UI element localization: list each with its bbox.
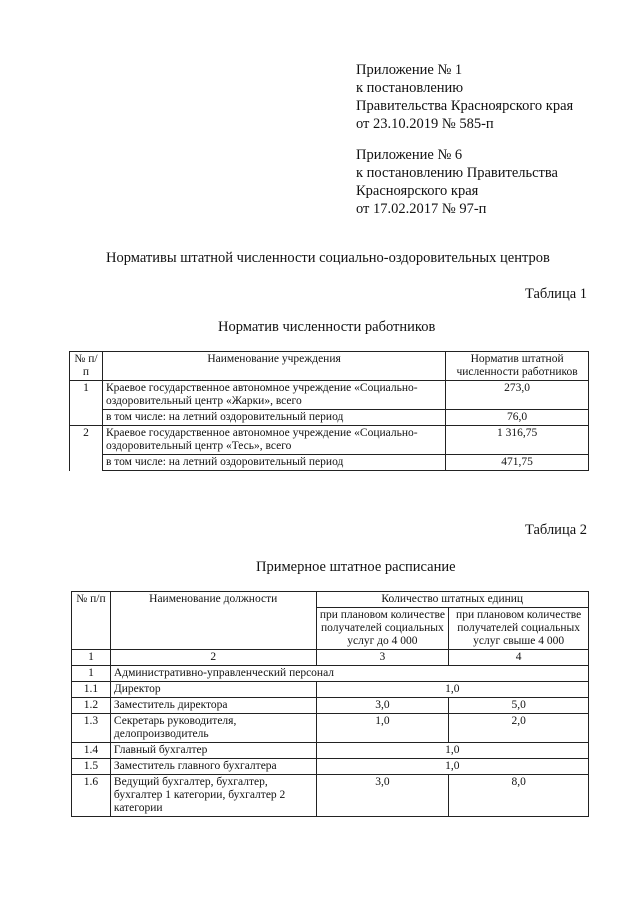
appendix-block-1 [356,61,573,133]
row-number: 1.5 [72,759,111,775]
section-name: Административно-управленческий персонал [110,666,588,682]
staff-units-over-4000: 8,0 [449,775,589,817]
position-name: Заместитель директора [110,698,316,714]
staff-units-up-to-4000: 3,0 [316,698,449,714]
row-number: 1.3 [72,714,111,743]
table1-header-row [70,352,589,381]
sub-period-value: 76,0 [446,410,589,426]
staff-units-merged: 1,0 [316,682,588,698]
table2-header-up-to-4000: при плановом количестве получателей социальных услуг до 4 000 [316,608,449,650]
table2-title: Примерное штатное расписание [256,559,456,575]
table2-section-row [72,666,589,682]
table-row [72,698,589,714]
table-row [70,426,589,455]
document-title: Нормативы штатной численности социально-оздоровительных центров [106,250,550,266]
appendix-1-line: к постановлению [356,80,464,96]
appendix-6-line: Красноярского края [356,183,479,199]
sub-period-label: в том числе: на летний оздоровительный период [102,410,445,426]
staff-norm-value: 1 316,75 [446,426,589,455]
column-number: 4 [449,650,589,666]
table2-header-num: № п/п [72,592,111,650]
position-name: Секретарь руководителя, делопроизводитель [110,714,316,743]
appendix-6-line: к постановлению Правительства [356,165,558,181]
position-name: Главный бухгалтер [110,743,316,759]
table2-header-group: Количество штатных единиц [316,592,588,608]
table1-header-num: № п/п [70,352,103,381]
staff-norm-value: 273,0 [446,381,589,410]
appendix-block-2 [356,146,558,218]
table1 [69,351,589,471]
row-number: 2 [70,426,103,471]
institution-name: Краевое государственное автономное учреждение «Социально-оздоровительный центр «Тесь», всего [102,426,445,455]
table-row [72,775,589,817]
position-name: Директор [110,682,316,698]
staff-units-up-to-4000: 3,0 [316,775,449,817]
section-number: 1 [72,666,111,682]
staff-units-merged: 1,0 [316,743,588,759]
row-number: 1.2 [72,698,111,714]
appendix-1-line: Правительства Красноярского края [356,98,574,114]
row-number: 1.1 [72,682,111,698]
table2-header-row [72,592,589,608]
table1-title: Норматив численности работников [218,319,436,335]
column-number: 3 [316,650,449,666]
staff-units-up-to-4000: 1,0 [316,714,449,743]
table-row [72,743,589,759]
appendix-6-line: от 17.02.2017 № 97-п [356,201,487,217]
table1-header-name: Наименование учреждения [102,352,445,381]
sub-period-label: в том числе: на летний оздоровительный период [102,455,445,471]
staff-units-merged: 1,0 [316,759,588,775]
row-number: 1.6 [72,775,111,817]
position-name: Ведущий бухгалтер, бухгалтер, бухгалтер 1 категории, бухгалтер 2 категории [110,775,316,817]
row-number: 1.4 [72,743,111,759]
appendix-6-line: Приложение № 6 [356,147,463,163]
column-number: 2 [110,650,316,666]
table2 [71,591,589,817]
position-name: Заместитель главного бухгалтера [110,759,316,775]
table1-header-norm: Норматив штатной численности работников [446,352,589,381]
staff-units-over-4000: 2,0 [449,714,589,743]
table2-header-over-4000: при плановом количестве получателей социальных услуг свыше 4 000 [449,608,589,650]
table2-label: Таблица 2 [525,522,588,538]
table-row [70,381,589,410]
appendix-1-line: от 23.10.2019 № 585-п [356,116,494,132]
table2-column-numbers [72,650,589,666]
table1-label: Таблица 1 [525,286,588,302]
appendix-1-line: Приложение № 1 [356,62,463,78]
table-row [72,682,589,698]
institution-name: Краевое государственное автономное учреждение «Социально-оздоровительный центр «Жарки», всего [102,381,445,410]
staff-units-over-4000: 5,0 [449,698,589,714]
column-number: 1 [72,650,111,666]
table-row [70,410,589,426]
table-row [70,455,589,471]
sub-period-value: 471,75 [446,455,589,471]
table-row [72,714,589,743]
table2-header-position: Наименование должности [110,592,316,650]
table-row [72,759,589,775]
row-number: 1 [70,381,103,426]
